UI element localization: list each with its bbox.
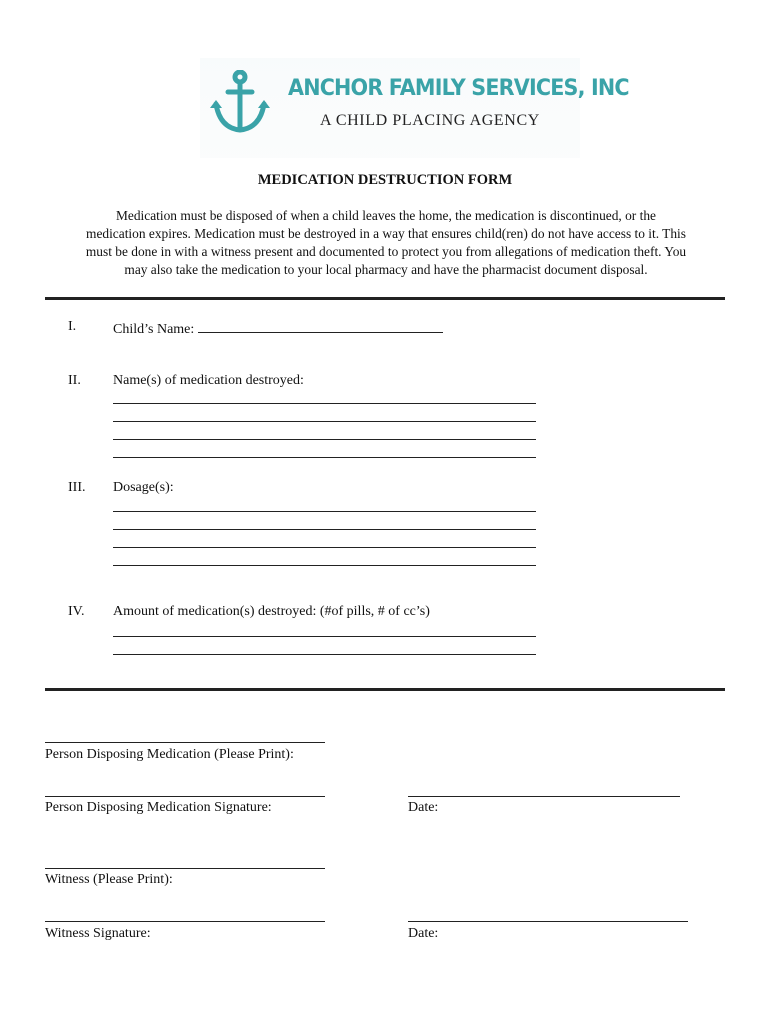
section-numeral: II. xyxy=(68,373,81,388)
childs-name-label: Child’s Name: xyxy=(113,322,195,337)
section-numeral: IV. xyxy=(68,604,85,619)
date-line-1[interactable] xyxy=(408,796,680,797)
amount-destroyed-label: Amount of medication(s) destroyed: (#of pills, # of cc’s) xyxy=(113,604,430,619)
witness-print-line[interactable] xyxy=(45,868,325,869)
medication-names-label: Name(s) of medication destroyed: xyxy=(113,373,304,388)
intro-line: may also take the medication to your local pharmacy and have the pharmacist document disposal. xyxy=(124,262,648,277)
dosage-blank-3[interactable] xyxy=(113,547,536,548)
witness-signature-label: Witness Signature: xyxy=(45,926,151,941)
agency-logo xyxy=(200,58,629,158)
dosages-label: Dosage(s): xyxy=(113,480,174,495)
person-print-label: Person Disposing Medication (Please Print): xyxy=(45,747,294,762)
date-label-2: Date: xyxy=(408,926,439,941)
intro-paragraph xyxy=(44,207,728,279)
agency-name: ANCHOR FAMILY SERVICES, INC xyxy=(288,75,629,101)
amount-blank-1[interactable] xyxy=(113,636,536,637)
section-numeral: III. xyxy=(68,480,86,495)
witness-signature-line[interactable] xyxy=(45,921,325,922)
person-print-line[interactable] xyxy=(45,742,325,743)
date-line-2[interactable] xyxy=(408,921,688,922)
agency-tagline: A CHILD PLACING AGENCY xyxy=(320,112,540,129)
section-numeral: I. xyxy=(68,319,77,334)
dosage-blank-2[interactable] xyxy=(113,529,536,530)
medication-name-blank-1[interactable] xyxy=(113,403,536,404)
anchor-icon xyxy=(210,70,270,136)
form-title: MEDICATION DESTRUCTION FORM xyxy=(257,172,513,188)
childs-name-field[interactable] xyxy=(113,319,443,338)
section-divider-bottom xyxy=(45,688,725,691)
dosage-blank-1[interactable] xyxy=(113,511,536,512)
medication-name-blank-3[interactable] xyxy=(113,439,536,440)
person-signature-label: Person Disposing Medication Signature: xyxy=(45,800,272,815)
person-signature-line[interactable] xyxy=(45,796,325,797)
medication-name-blank-4[interactable] xyxy=(113,457,536,458)
witness-print-label: Witness (Please Print): xyxy=(45,872,173,887)
section-divider-top xyxy=(45,297,725,300)
intro-line: must be done in with a witness present and documented to protect you from allegations of medication theft. You xyxy=(85,244,687,259)
childs-name-blank[interactable] xyxy=(198,319,443,333)
intro-line: medication expires. Medication must be destroyed in a way that ensures child(ren) do not have access to it. This xyxy=(86,226,686,241)
date-label-1: Date: xyxy=(408,800,439,815)
amount-blank-2[interactable] xyxy=(113,654,536,655)
intro-line: Medication must be disposed of when a child leaves the home, the medication is discontinued, or the xyxy=(116,208,656,223)
dosage-blank-4[interactable] xyxy=(113,565,536,566)
medication-name-blank-2[interactable] xyxy=(113,421,536,422)
